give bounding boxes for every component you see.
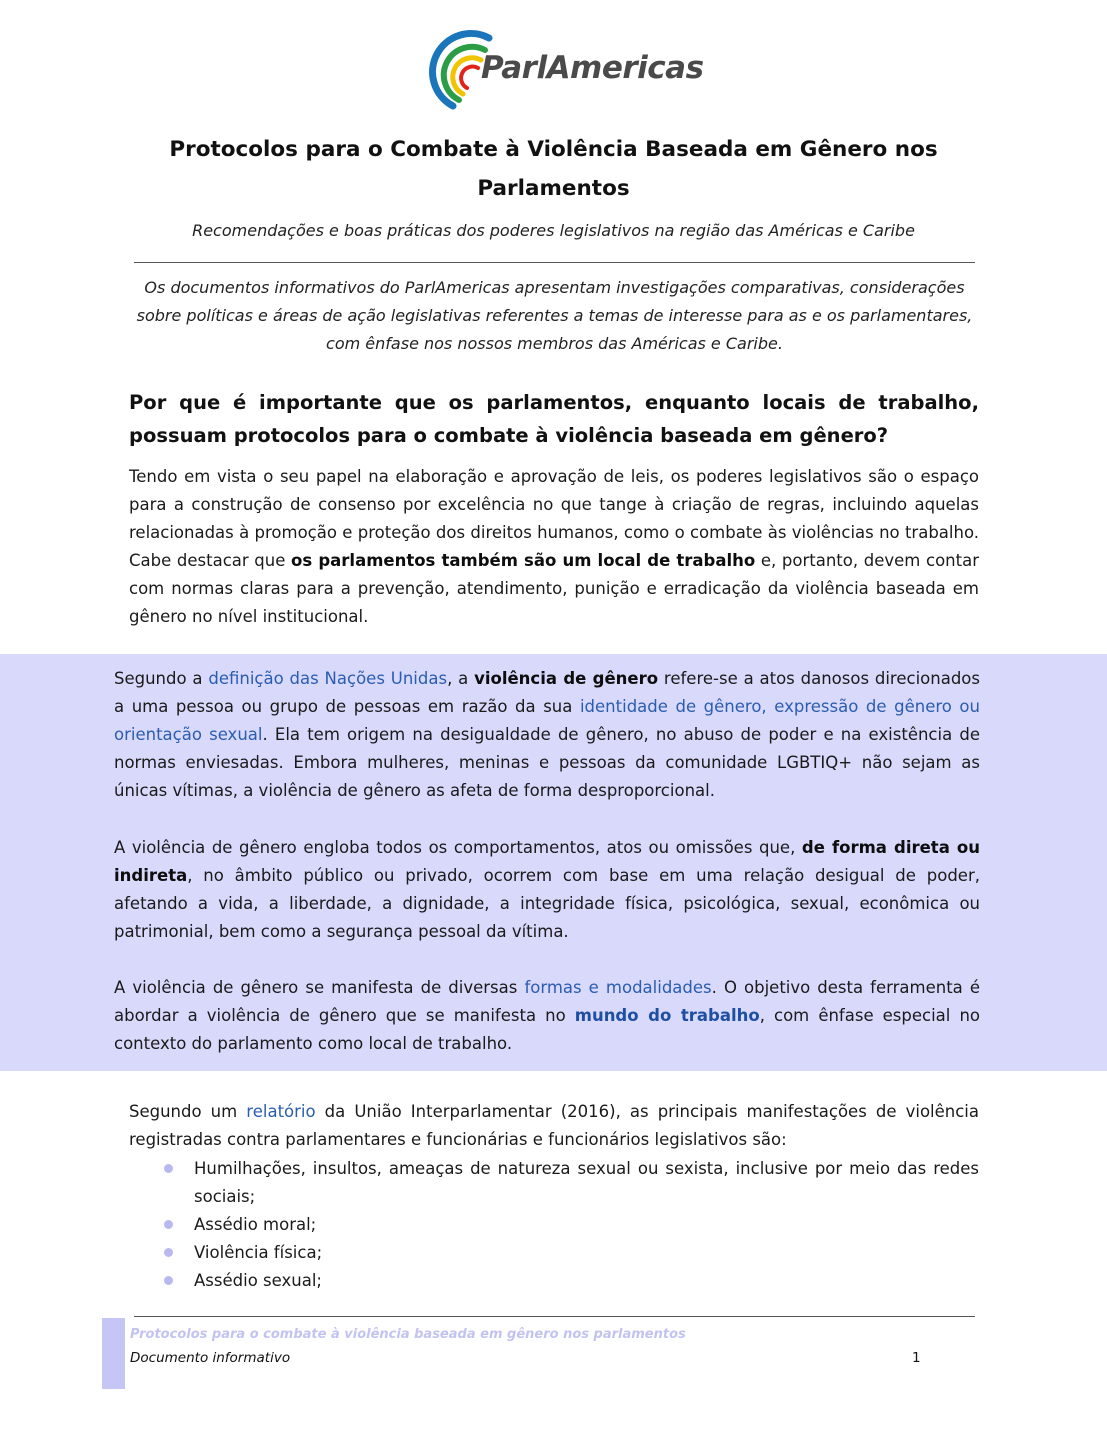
world-of-work-link[interactable]: mundo do trabalho xyxy=(574,1006,760,1025)
bullet-icon xyxy=(164,1248,173,1257)
report-link[interactable]: relatório xyxy=(246,1102,316,1121)
footer-divider xyxy=(134,1316,975,1317)
box-p3-text-2: . O objetivo desta ferramenta é abordar a violência de gênero que se manifesta no xyxy=(114,978,981,1025)
box-p3-text-3: , com ênfase especial no contexto do parlamento como local de trabalho. xyxy=(114,1006,980,1053)
list-item xyxy=(129,1155,979,1211)
paragraph-2-text-2: da União Interparlamentar (2016), as principais manifestações de violência registradas contra parlamentares e funcionárias e funcionários legislativos são: xyxy=(129,1102,979,1149)
box-p2-bold: de forma direta ou indireta xyxy=(114,838,980,885)
gender-identity-link[interactable]: identidade de gênero, expressão de gênero ou orientação sexual xyxy=(114,697,980,744)
box-paragraph-1 xyxy=(114,665,980,805)
box-paragraph-3 xyxy=(114,974,980,1058)
bullet-icon xyxy=(164,1276,173,1285)
paragraph-2-text-1: Segundo um xyxy=(129,1102,247,1121)
paragraph-1-bold: os parlamentos também são um local de trabalho xyxy=(291,551,756,570)
document-subtitle: Recomendações e boas práticas dos poderes legislativos na região das Américas e Caribe xyxy=(192,221,915,240)
section-heading: Por que é importante que os parlamentos, enquanto locais de trabalho, possuam protocolos para o combate à violência baseada em gênero? xyxy=(129,391,979,447)
list-item xyxy=(129,1267,979,1295)
paragraph-1-text-b: e, portanto, devem contar com normas claras para a prevenção, atendimento, punição e erradicação da violência baseada em gênero no nível institucional. xyxy=(129,551,979,626)
box-paragraph-2 xyxy=(114,834,980,946)
logo-text: ParlAmericas xyxy=(481,50,704,86)
box-p1-text-3: refere-se a atos danosos direcionados a uma pessoa ou grupo de pessoas em razão da sua xyxy=(114,669,980,716)
box-p1-text-2: , a xyxy=(447,669,475,688)
paragraph-2 xyxy=(129,1098,979,1154)
document-title: Protocolos para o Combate à Violência Baseada em Gênero nos Parlamentos xyxy=(169,137,938,201)
box-p2-text-2: , no âmbito público ou privado, ocorrem com base em uma relação desigual de poder, afetando a vida, a liberdade, a dignidade, a integridade física, psicológica, sexual, econômica ou patrimonial, bem como a segurança pessoal da vítima. xyxy=(114,866,980,941)
list-item-text: Assédio sexual; xyxy=(194,1271,322,1290)
list-item-text: Assédio moral; xyxy=(194,1215,317,1234)
list-item-text: Violência física; xyxy=(194,1243,323,1262)
box-p1-text-4: . Ela tem origem na desigualdade de gênero, no abuso de poder e na existência de normas enviesadas. Embora mulheres, meninas e pessoas da comunidade LGBTIQ+ não sejam as únicas vítimas, a violência de gênero as afeta de forma desproporcional. xyxy=(114,725,980,800)
forms-modalities-link[interactable]: formas e modalidades xyxy=(524,978,712,997)
footer-document-type: Documento informativo xyxy=(130,1350,291,1366)
footer-accent-bar xyxy=(102,1318,125,1389)
paragraph-1 xyxy=(129,463,979,631)
page-number: 1 xyxy=(912,1350,921,1366)
list-item xyxy=(129,1211,979,1239)
box-p2-text-1: A violência de gênero engloba todos os comportamentos, atos ou omissões que, xyxy=(114,838,802,857)
parlamericas-logo xyxy=(423,28,713,110)
manifestations-list xyxy=(129,1155,979,1295)
bullet-icon xyxy=(164,1164,173,1173)
box-p3-text-1: A violência de gênero se manifesta de diversas xyxy=(114,978,525,997)
intro-text: Os documentos informativos do ParlAmericas apresentam investigações comparativas, considerações sobre políticas e áreas de ação legislativas referentes a temas de interesse para as e os parlamentares, com ênfase nos nossos membros das Américas e Caribe. xyxy=(136,278,973,353)
highlight-box xyxy=(0,654,1107,1071)
footer-title: Protocolos para o combate à violência baseada em gênero nos parlamentos xyxy=(130,1327,686,1342)
list-item xyxy=(129,1239,979,1267)
header-divider xyxy=(134,262,975,263)
paragraph-1-text-a: Tendo em vista o seu papel na elaboração e aprovação de leis, os poderes legislativos são o espaço para a construção de consenso por excelência no que tange à criação de regras, incluindo aquelas relacionadas à promoção e proteção dos direitos humanos, como o combate às violências no trabalho. Cabe destacar que xyxy=(129,467,979,570)
box-p1-text-1: Segundo a xyxy=(114,669,209,688)
box-p1-bold: violência de gênero xyxy=(474,669,659,688)
un-definition-link[interactable]: definição das Nações Unidas xyxy=(208,669,448,688)
list-item-text: Humilhações, insultos, ameaças de natureza sexual ou sexista, inclusive por meio das redes sociais; xyxy=(194,1159,979,1206)
bullet-icon xyxy=(164,1220,173,1229)
